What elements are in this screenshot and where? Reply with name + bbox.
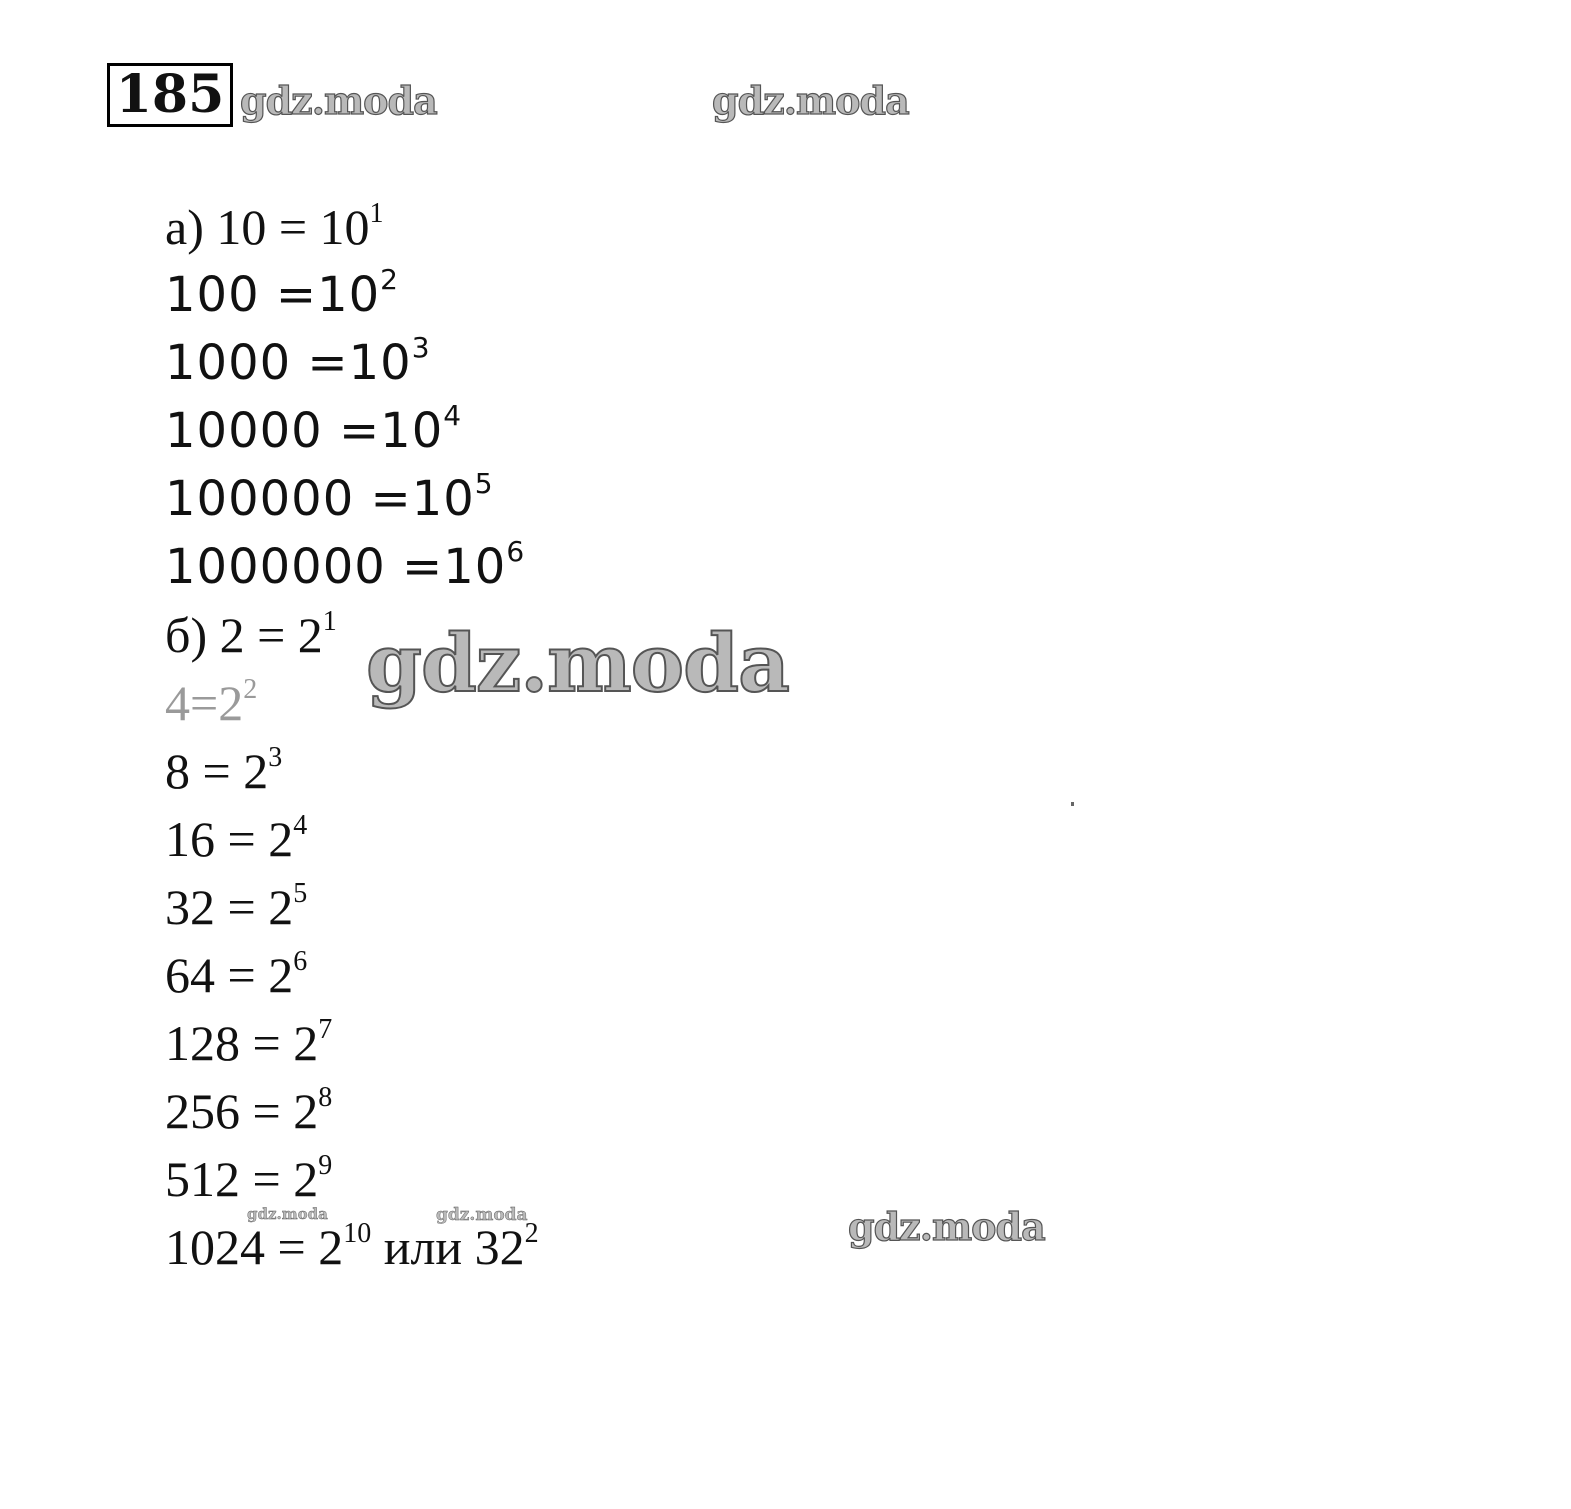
equation-line-a5: $100000 =10^5$ (165, 467, 494, 527)
equation-line-b10: $1024 = 2^{10}$ или $32^2$ (165, 1218, 539, 1275)
equation-line-b3: $8 = 2^3$ (165, 742, 283, 799)
watermark: gdz.moda (848, 1204, 1045, 1249)
equation-line-b9: $512 = 2^9$ (165, 1150, 333, 1207)
watermark-small: gdz.moda (436, 1205, 528, 1225)
equation-line-b8: $256 = 2^8$ (165, 1082, 333, 1139)
solution-lines (165, 193, 539, 1281)
watermark: gdz.moda (240, 78, 437, 123)
watermark-small: gdz.moda (247, 1205, 328, 1223)
equation-line-b5: $32 = 2^5$ (165, 878, 308, 935)
equation-line-a1: а) $10 = 10^1$ (165, 198, 384, 255)
watermark-large: gdz.moda (366, 616, 789, 710)
equation-line-a6: $1000000 =10^6$ (165, 535, 526, 595)
task-number: 185 (115, 64, 225, 125)
equation-line-b1: б) $2 = 2^1$ (165, 606, 337, 663)
equation-line-a2: $100 =10^2$ (165, 263, 399, 323)
equation-line-a3: $1000 =10^3$ (165, 331, 431, 391)
speck-mark (1071, 802, 1074, 806)
equation-line-b7: $128 = 2^7$ (165, 1014, 333, 1071)
equation-line-b4: $16 = 2^4$ (165, 810, 308, 867)
equation-line-b6: $64 = 2^6$ (165, 946, 308, 1003)
task-number-box (107, 63, 233, 127)
equation-line-b2: $4=2^2$ (165, 674, 258, 731)
watermark: gdz.moda (712, 78, 909, 123)
equation-line-a4: $10000 =10^4$ (165, 399, 463, 459)
